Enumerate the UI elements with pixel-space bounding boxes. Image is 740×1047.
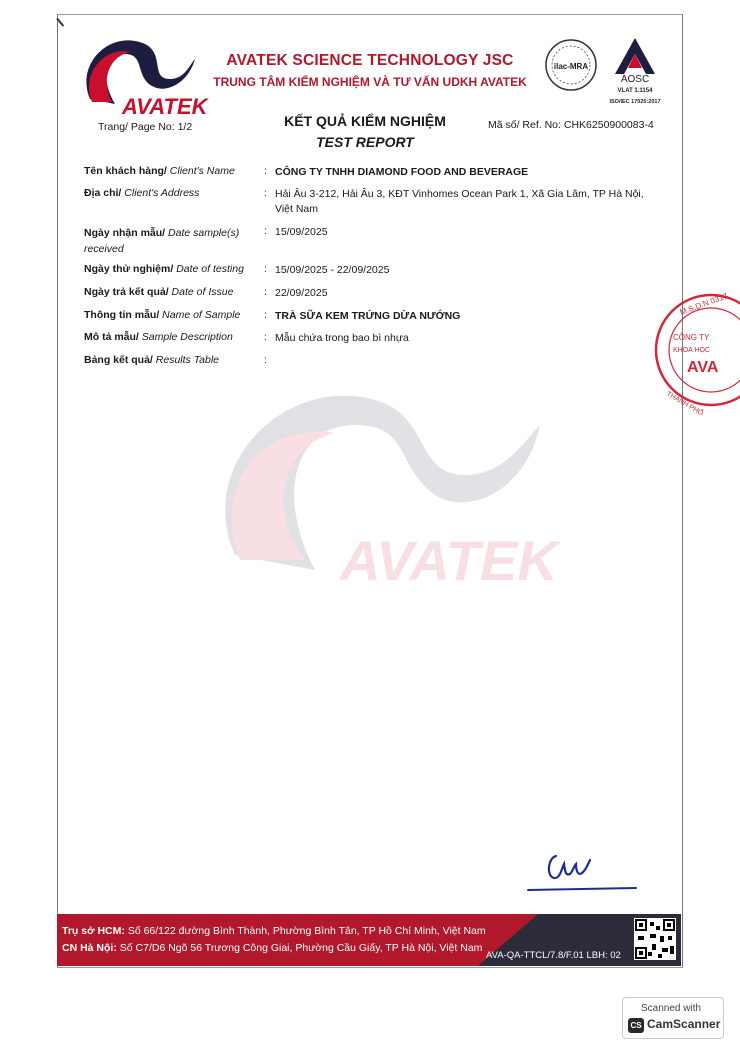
page-number bbox=[98, 121, 192, 133]
field-value: TRÀ SỮA KEM TRỨNG DỪA NƯỚNG bbox=[275, 310, 461, 322]
scanner-caption: Scanned with bbox=[641, 1003, 702, 1014]
svg-text:CÔNG TY: CÔNG TY bbox=[673, 333, 710, 342]
company-name: AVATEK SCIENCE TECHNOLOGY JSC bbox=[226, 52, 514, 69]
hn-label: CN Hà Nội: bbox=[62, 942, 117, 954]
hcm-address: Số 66/122 đường Bình Thành, Phường Bình Tân, TP Hồ Chí Minh, Việt Nam bbox=[127, 925, 486, 937]
field-label-vn: Tên khách hàng/ bbox=[84, 165, 167, 177]
field-label-vn: Mô tả mẫu/ bbox=[84, 331, 139, 343]
field-label-en: Date of Issue bbox=[171, 286, 234, 298]
iso-standard: ISO/IEC 17025:2017 bbox=[609, 99, 661, 105]
hcm-label: Trụ sở HCM: bbox=[62, 925, 125, 937]
field-sample-description: Mô tả mẫu/ Sample Description : Mẫu chứa trong bao bì nhựa bbox=[84, 331, 664, 354]
page-value: 1/2 bbox=[177, 121, 193, 133]
field-value: CÔNG TY TNHH DIAMOND FOOD AND BEVERAGE bbox=[275, 166, 529, 178]
camscanner-icon: CS bbox=[628, 1018, 644, 1033]
scanner-brand: CamScanner bbox=[647, 1017, 721, 1031]
svg-text:AVA: AVA bbox=[687, 359, 719, 376]
ref-label: Mã số/ Ref. No: bbox=[488, 119, 561, 131]
field-value: Mẫu chứa trong bao bì nhựa bbox=[275, 332, 409, 344]
field-value: 15/09/2025 - 22/09/2025 bbox=[275, 264, 390, 276]
field-label-en: Client's Name bbox=[169, 165, 235, 177]
hn-address: Số C7/D6 Ngõ 56 Trương Công Giai, Phường Cầu Giấy, TP Hà Nội, Việt Nam bbox=[119, 942, 483, 954]
company-subtitle: TRUNG TÂM KIỂM NGHIỆM VÀ TƯ VẤN UDKH AVATEK bbox=[213, 75, 527, 89]
field-client-address: Địa chỉ/ Client's Address : Hải Âu 3-212, Hải Âu 3, KĐT Vinhomes Ocean Park 1, Xã Gia Lâm, TP Hà Nội, Việt Nam bbox=[84, 187, 664, 225]
avatek-logo bbox=[70, 24, 208, 124]
camscanner-badge bbox=[622, 997, 724, 1039]
vlat-number: VLAT 1.1154 bbox=[617, 88, 653, 94]
field-label-en: Client's Address bbox=[124, 187, 200, 199]
svg-text:KHOA HỌC: KHOA HỌC bbox=[673, 347, 710, 354]
field-label-vn: Ngày trả kết quả/ bbox=[84, 286, 169, 298]
field-label-vn: Ngày thử nghiệm/ bbox=[84, 263, 174, 275]
svg-text:THÀNH PHỐ: THÀNH PHỐ bbox=[665, 390, 705, 418]
form-code: AVA-QA-TTCL/7.8/F.01 LBH: 02 bbox=[486, 950, 621, 961]
field-client-name: Tên khách hàng/ Client's Name : CÔNG TY TNHH DIAMOND FOOD AND BEVERAGE bbox=[84, 165, 664, 187]
field-label-en: Name of Sample bbox=[162, 309, 241, 321]
field-value: 22/09/2025 bbox=[275, 287, 328, 299]
report-title-vn: KẾT QUẢ KIỂM NGHIỆM bbox=[284, 113, 446, 129]
field-label-vn: Thông tin mẫu/ bbox=[84, 309, 160, 321]
field-label-vn: Địa chỉ/ bbox=[84, 187, 122, 199]
reference-number bbox=[488, 119, 654, 131]
field-label-en: Results Table bbox=[155, 354, 220, 366]
signature bbox=[526, 846, 641, 896]
ref-value: CHK6250900083-4 bbox=[563, 119, 654, 131]
field-date-received: Ngày nhận mẫu/ Date sample(s) received : 15/09/2025 bbox=[84, 225, 664, 263]
aosc-text: AOSC bbox=[620, 74, 650, 85]
field-label-en: Date sample(s) received bbox=[84, 227, 240, 255]
ilac-mra-logo bbox=[544, 38, 598, 92]
svg-text:M.S.D.N 0317: M.S.D.N 0317 bbox=[678, 291, 729, 317]
sample-info bbox=[84, 165, 664, 376]
logo-wordmark: AVATEK bbox=[122, 94, 208, 119]
footer-hcm-address bbox=[62, 925, 486, 937]
watermark-wordmark: AVATEK bbox=[340, 529, 558, 592]
ilac-text: ilac-MRA bbox=[553, 62, 589, 71]
field-label-en: Sample Description bbox=[141, 331, 233, 343]
company-seal-stamp bbox=[651, 290, 729, 418]
field-date-issue: Ngày trả kết quả/ Date of Issue : 22/09/2025 bbox=[84, 286, 664, 309]
field-label-en: Date of testing bbox=[176, 263, 244, 275]
aosc-logo bbox=[600, 36, 670, 106]
field-date-testing: Ngày thử nghiệm/ Date of testing : 15/09/2025 - 22/09/2025 bbox=[84, 263, 664, 286]
field-value: 15/09/2025 bbox=[275, 226, 328, 238]
avatek-watermark bbox=[195, 355, 558, 605]
field-results-table: Bảng kết quả/ Results Table : bbox=[84, 354, 267, 366]
field-sample-name: Thông tin mẫu/ Name of Sample : TRÀ SỮA KEM TRỨNG DỪA NƯỚNG bbox=[84, 309, 664, 331]
field-label-vn: Bảng kết quả/ bbox=[84, 354, 153, 366]
field-label-vn: Ngày nhận mẫu/ bbox=[84, 227, 166, 239]
footer-hn-address bbox=[62, 942, 482, 954]
report-title-en: TEST REPORT bbox=[316, 134, 414, 150]
qr-code bbox=[634, 918, 676, 960]
field-value: Hải Âu 3-212, Hải Âu 3, KĐT Vinhomes Ocean Park 1, Xã Gia Lâm, TP Hà Nội, Việt Nam bbox=[275, 188, 644, 215]
page-label: Trang/ Page No: bbox=[98, 121, 175, 133]
